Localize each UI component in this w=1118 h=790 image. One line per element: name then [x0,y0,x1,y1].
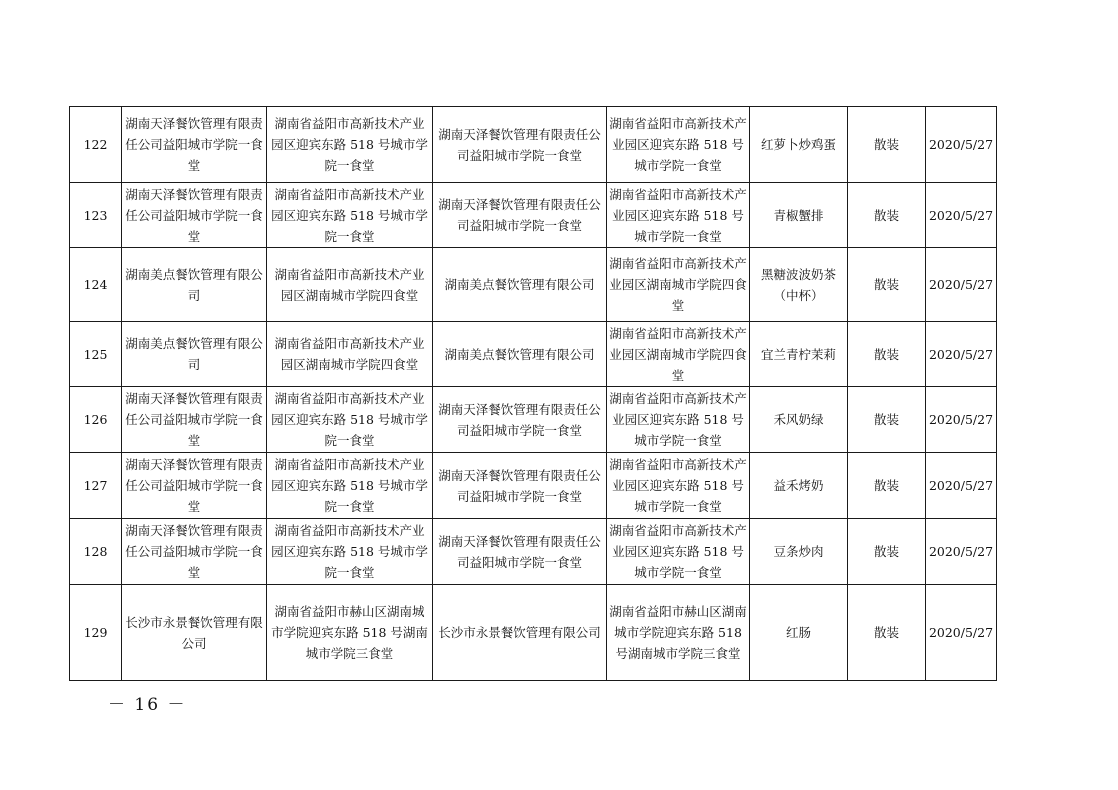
production-date-cell: 2020/5/27 [926,585,997,681]
sampled-unit-name-cell: 湖南美点餐饮管理有限公司 [433,248,607,322]
production-date-cell: 2020/5/27 [926,322,997,387]
sampling-table [69,106,997,681]
food-name-cell: 益禾烤奶 [750,453,848,519]
specification-cell: 散装 [848,585,926,681]
specification-cell: 散装 [848,183,926,248]
company-name-cell: 湖南美点餐饮管理有限公司 [122,248,267,322]
food-name-cell: 豆条炒肉 [750,519,848,585]
sampled-unit-address-cell: 湖南省益阳市高新技术产业园区迎宾东路 518 号城市学院一食堂 [607,387,750,453]
food-name-cell: 禾风奶绿 [750,387,848,453]
row-number-cell: 127 [70,453,122,519]
sampled-unit-address-cell: 湖南省益阳市高新技术产业园区迎宾东路 518 号城市学院一食堂 [607,107,750,183]
company-address-cell: 湖南省益阳市高新技术产业园区迎宾东路 518 号城市学院一食堂 [267,107,433,183]
row-number-cell: 126 [70,387,122,453]
page-number: － 16 － [108,695,187,715]
row-number-cell: 129 [70,585,122,681]
sampled-unit-address-cell: 湖南省益阳市高新技术产业园区迎宾东路 518 号城市学院一食堂 [607,183,750,248]
sampled-unit-address-cell: 湖南省益阳市高新技术产业园区湖南城市学院四食堂 [607,322,750,387]
table-row [70,453,997,519]
sampled-unit-address-cell: 湖南省益阳市高新技术产业园区迎宾东路 518 号城市学院一食堂 [607,453,750,519]
table-row [70,248,997,322]
row-number-cell: 123 [70,183,122,248]
food-name-cell: 红萝卜炒鸡蛋 [750,107,848,183]
company-address-cell: 湖南省益阳市高新技术产业园区湖南城市学院四食堂 [267,248,433,322]
food-name-cell: 宜兰青柠茉莉 [750,322,848,387]
specification-cell: 散装 [848,248,926,322]
table-row [70,183,997,248]
production-date-cell: 2020/5/27 [926,387,997,453]
sampled-unit-address-cell: 湖南省益阳市赫山区湖南城市学院迎宾东路 518 号湖南城市学院三食堂 [607,585,750,681]
sampled-unit-name-cell: 长沙市永景餐饮管理有限公司 [433,585,607,681]
sampled-unit-name-cell: 湖南美点餐饮管理有限公司 [433,322,607,387]
company-address-cell: 湖南省益阳市高新技术产业园区湖南城市学院四食堂 [267,322,433,387]
company-name-cell: 湖南天泽餐饮管理有限责任公司益阳城市学院一食堂 [122,107,267,183]
production-date-cell: 2020/5/27 [926,453,997,519]
company-name-cell: 湖南天泽餐饮管理有限责任公司益阳城市学院一食堂 [122,453,267,519]
company-address-cell: 湖南省益阳市高新技术产业园区迎宾东路 518 号城市学院一食堂 [267,183,433,248]
sampled-unit-name-cell: 湖南天泽餐饮管理有限责任公司益阳城市学院一食堂 [433,519,607,585]
production-date-cell: 2020/5/27 [926,183,997,248]
sampled-unit-name-cell: 湖南天泽餐饮管理有限责任公司益阳城市学院一食堂 [433,387,607,453]
company-name-cell: 湖南天泽餐饮管理有限责任公司益阳城市学院一食堂 [122,183,267,248]
specification-cell: 散装 [848,453,926,519]
sampled-unit-address-cell: 湖南省益阳市高新技术产业园区湖南城市学院四食堂 [607,248,750,322]
specification-cell: 散装 [848,519,926,585]
company-address-cell: 湖南省益阳市高新技术产业园区迎宾东路 518 号城市学院一食堂 [267,387,433,453]
production-date-cell: 2020/5/27 [926,248,997,322]
food-name-cell: 青椒蟹排 [750,183,848,248]
company-address-cell: 湖南省益阳市高新技术产业园区迎宾东路 518 号城市学院一食堂 [267,453,433,519]
food-name-cell: 红肠 [750,585,848,681]
sampled-unit-address-cell: 湖南省益阳市高新技术产业园区迎宾东路 518 号城市学院一食堂 [607,519,750,585]
production-date-cell: 2020/5/27 [926,519,997,585]
row-number-cell: 122 [70,107,122,183]
specification-cell: 散装 [848,322,926,387]
sampled-unit-name-cell: 湖南天泽餐饮管理有限责任公司益阳城市学院一食堂 [433,183,607,248]
company-name-cell: 湖南天泽餐饮管理有限责任公司益阳城市学院一食堂 [122,387,267,453]
sampled-unit-name-cell: 湖南天泽餐饮管理有限责任公司益阳城市学院一食堂 [433,453,607,519]
row-number-cell: 124 [70,248,122,322]
row-number-cell: 128 [70,519,122,585]
company-address-cell: 湖南省益阳市高新技术产业园区迎宾东路 518 号城市学院一食堂 [267,519,433,585]
table-row [70,519,997,585]
specification-cell: 散装 [848,387,926,453]
table-row [70,107,997,183]
specification-cell: 散装 [848,107,926,183]
row-number-cell: 125 [70,322,122,387]
sampled-unit-name-cell: 湖南天泽餐饮管理有限责任公司益阳城市学院一食堂 [433,107,607,183]
table-row [70,585,997,681]
production-date-cell: 2020/5/27 [926,107,997,183]
table-row [70,387,997,453]
company-name-cell: 湖南天泽餐饮管理有限责任公司益阳城市学院一食堂 [122,519,267,585]
company-name-cell: 长沙市永景餐饮管理有限公司 [122,585,267,681]
company-address-cell: 湖南省益阳市赫山区湖南城市学院迎宾东路 518 号湖南城市学院三食堂 [267,585,433,681]
company-name-cell: 湖南美点餐饮管理有限公司 [122,322,267,387]
food-name-cell: 黑糖波波奶茶（中杯） [750,248,848,322]
table-row [70,322,997,387]
